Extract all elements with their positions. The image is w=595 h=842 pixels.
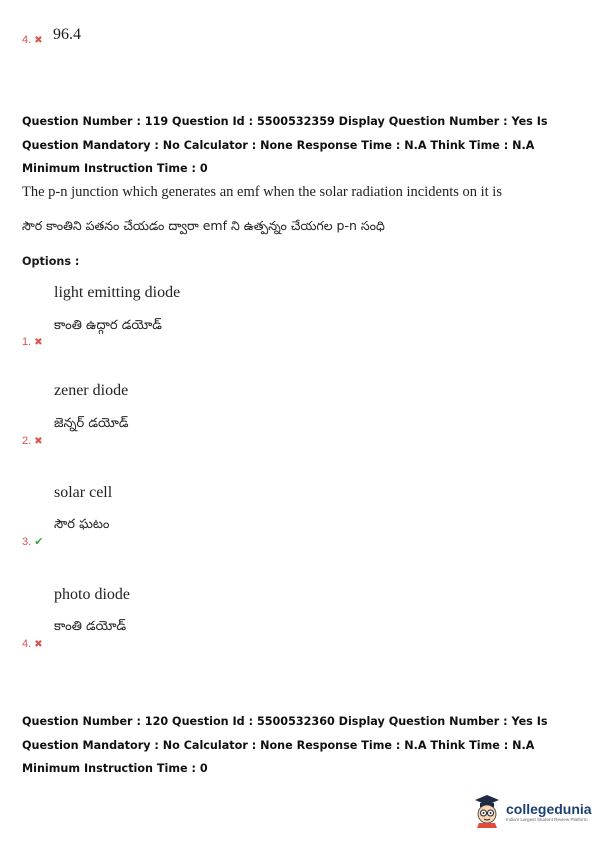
option-3-marker xyxy=(22,532,43,550)
option-3-en: solar cell xyxy=(54,484,113,501)
option-number: 4. xyxy=(22,34,32,46)
option-4-en: photo diode xyxy=(54,586,130,603)
option-number: 4. xyxy=(22,638,32,650)
question-text-en: The p-n junction which generates an emf when the solar radiation incidents on it is xyxy=(22,184,502,200)
option-number: 3. xyxy=(22,536,32,548)
option-2-te: జెన్నర్ డయోడ్ xyxy=(54,416,129,431)
option-1-te: కాంతి ఉద్గార డయోడ్ xyxy=(54,318,162,333)
wrong-mark-icon: ✖ xyxy=(34,337,43,348)
wrong-mark-icon: ✖ xyxy=(34,35,43,46)
collegedunia-logo xyxy=(472,794,592,828)
question-text-te: సౌర కాంతిని పతనం చేయడం ద్వారా emf ని ఉత్పన్నం చేయగల p-n సంధి xyxy=(22,218,385,233)
question-119-meta: Question Number : 119 Question Id : 5500532359 Display Question Number : Yes Is Question Mandatory : No Calculator : None Response Time : N.A Think Time : N.A Minimum Instruction Time : 0 xyxy=(22,115,548,175)
option-2-en: zener diode xyxy=(54,382,129,399)
mascot-icon xyxy=(472,794,502,828)
option-text: 96.4 xyxy=(53,26,82,43)
option-2-marker xyxy=(22,431,43,449)
wrong-mark-icon: ✖ xyxy=(34,639,43,650)
option-1-marker xyxy=(22,332,43,350)
option-number: 2. xyxy=(22,435,32,447)
logo-name: collegedunia xyxy=(506,800,592,817)
options-label: Options : xyxy=(22,255,80,268)
option-3-te: సౌర ఘటం xyxy=(54,517,110,532)
option-4-marker xyxy=(22,634,43,652)
question-120-meta: Question Number : 120 Question Id : 5500532360 Display Question Number : Yes Is Question Mandatory : No Calculator : None Response Time : N.A Think Time : N.A Minimum Instruction Time : 0 xyxy=(22,715,548,775)
correct-check-icon: ✔ xyxy=(34,536,44,548)
wrong-mark-icon: ✖ xyxy=(34,436,43,447)
logo-tagline: India's Largest Student Review Platform xyxy=(506,816,588,822)
option-4-te: కాంతి డయోడ్ xyxy=(54,619,127,634)
prev-option-4 xyxy=(22,26,82,48)
option-1-en: light emitting diode xyxy=(54,284,181,301)
option-number: 1. xyxy=(22,336,32,348)
